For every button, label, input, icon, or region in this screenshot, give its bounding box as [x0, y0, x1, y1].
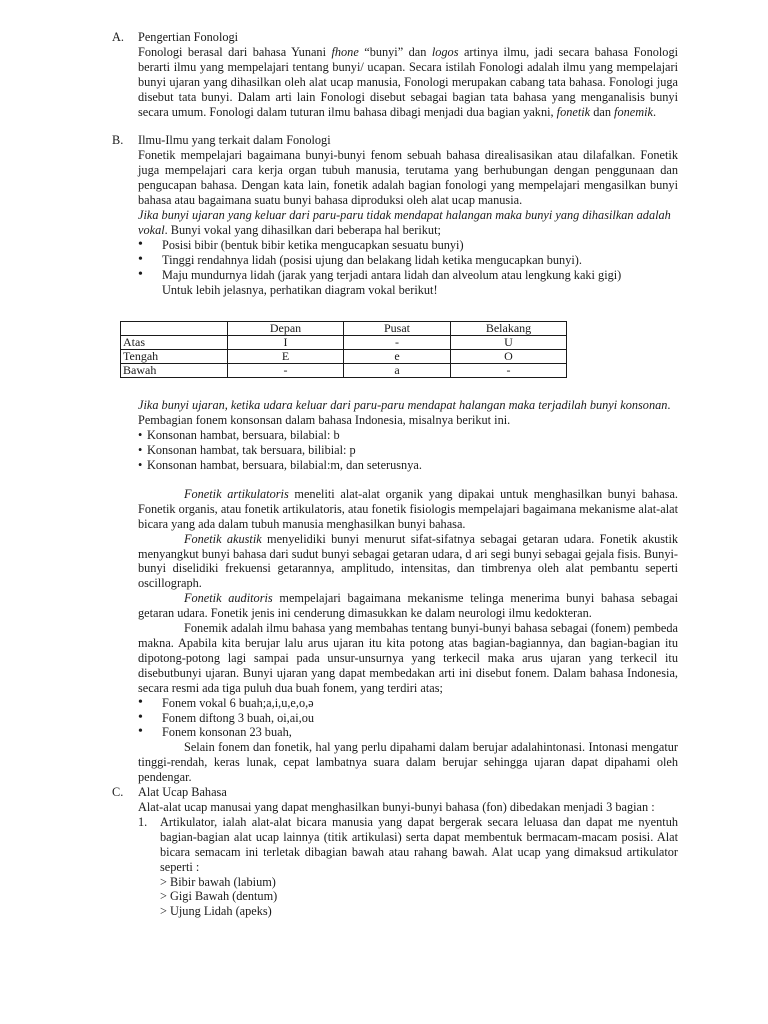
section-b-title: Ilmu-Ilmu yang terkait dalam Fonologi	[138, 133, 331, 148]
list-item	[138, 815, 678, 919]
table-header-cell	[121, 322, 228, 336]
term-fonetik: fonetik	[556, 104, 591, 119]
list-item: • Posisi bibir (bentuk bibir ketika mengucapkan sesuatu bunyi)	[138, 238, 678, 253]
alat-ucap-list	[112, 815, 678, 919]
text-run: Fonologi berasal dari bahasa Yunani	[138, 44, 332, 59]
section-a-paragraph	[112, 45, 678, 120]
document-page	[112, 30, 678, 919]
text-run: .	[667, 398, 671, 413]
table-cell: e	[343, 350, 450, 364]
intonasi-paragraph: Selain fonem dan fonetik, hal yang perlu dipahami dalam berujar adalahintonasi. Intonasi mengatur tinggi-rendah, keras lunak, cepat lambatnya suara dalam berujar sehingga ujaran dapat dipahami oleh pendengar.	[138, 740, 678, 785]
table-cell: -	[451, 364, 567, 378]
alat-ucap-intro: Alat-alat ucap manusai yang dapat menghasilkan bunyi-bunyi bahasa (fon) dibedakan menjadi 3 bagian :	[138, 799, 655, 814]
term-artikulatoris: Fonetik artikulatoris	[184, 486, 289, 501]
table-row	[121, 350, 567, 364]
vokal-diagram-table	[120, 321, 567, 378]
table-cell: -	[228, 364, 344, 378]
text-run: dan	[590, 104, 615, 119]
text-run: .	[652, 104, 657, 119]
text-run: “bunyi” dan	[358, 44, 432, 59]
table-header-cell: Belakang	[451, 322, 567, 336]
fonemik-paragraph: Fonemik adalah ilmu bahasa yang membahas tentang bunyi-bunyi bahasa sebagai (fonem) pembeda makna. Apabila kita berujar lalu arus ujaran itu kita potong atas bagian-bagiannya, dan bagian-bagian itu dipotong-potong lagi sampai pada unsur-unsurnya yang terkecil maka arus ujaran yang terkecil itu disebutbunyi ujaran. Bunyi ujaran yang dapat membedakan arti ini disebut fonem. Dalam bahasa Indonesia, secara resmi ada tiga puluh dua buah fonem, yang terdiri atas;	[138, 621, 678, 695]
term-akustik: Fonetik akustik	[184, 531, 262, 546]
list-item: • Fonem vokal 6 buah;a,i,u,e,o,ə	[138, 696, 678, 711]
text-run: . Bunyi vokal yang dihasilkan dari beberapa hal berikut;	[164, 222, 441, 237]
table-header-row	[121, 322, 567, 336]
vokal-paragraph	[112, 208, 678, 238]
list-item: > Ujung Lidah (apeks)	[160, 904, 272, 919]
table-cell: O	[451, 350, 567, 364]
konsonan-definition: Jika bunyi ujaran, ketika udara keluar dari paru-paru mendapat halangan maka terjadilah bunyi konsonan	[138, 398, 668, 413]
table-cell: -	[343, 336, 450, 350]
list-item: > Bibir bawah (labium)	[160, 874, 276, 889]
section-a-letter: A.	[112, 30, 124, 44]
table-cell: E	[228, 350, 344, 364]
section-c-letter: C.	[112, 785, 124, 800]
artikulator-sublist	[160, 875, 678, 920]
section-a-title: Pengertian Fonologi	[138, 30, 239, 44]
section-b-heading	[112, 133, 678, 148]
term-fonemik: fonemik	[614, 104, 653, 119]
table-cell: Atas	[121, 336, 228, 350]
fonem-list	[112, 696, 678, 741]
table-cell: a	[343, 364, 450, 378]
fonetik-types	[112, 487, 678, 696]
text-run: menyelidiki bunyi menurut sifat-sifatnya sebagai getaran udara. Fonetik akustik menyangkut bunyi bahasa dari sudut bunyi sebagai getaran udara, d ari segi bunyi sebagai gejala fisis. Bunyi-bunyi diselidiki frekuensi getarannya, amplitudo, intensitas, dan timbrenya oleh alat pembantu seperti oscillograph.	[138, 531, 679, 591]
section-a-heading	[112, 30, 678, 45]
list-item: • Konsonan hambat, bersuara, bilabial:m, dan seterusnya.	[138, 458, 678, 473]
section-c-heading	[112, 785, 678, 800]
list-item: • Fonem diftong 3 buah, oi,ai,ou	[138, 711, 678, 726]
table-cell: Bawah	[121, 364, 228, 378]
section-c-title: Alat Ucap Bahasa	[138, 785, 227, 800]
text-run: mempelajari bagaimana mekanisme telinga menerima bunyi bahasa sebagai getaran udara. Fonetik jenis ini cenderung dimasukkan ke dalam neurologi ilmu kedokteran.	[138, 591, 679, 621]
list-item: • Fonem konsonan 23 buah,	[138, 725, 678, 740]
konsonan-paragraph	[112, 398, 678, 413]
table-cell: U	[451, 336, 567, 350]
table-row	[121, 364, 567, 378]
term-auditoris: Fonetik auditoris	[184, 591, 273, 606]
vokal-definition: Jika bunyi ujaran yang keluar dari paru-paru tidak mendapat halangan maka bunyi yang dihasilkan adalah vokal	[138, 207, 671, 237]
akustik-paragraph	[138, 532, 678, 592]
artikulatoris-paragraph	[138, 487, 678, 532]
text-run: meneliti alat-alat organik yang dipakai untuk menghasilkan bunyi bahasa. Fonetik organis, atau fonetik artikulatoris, atau fonetik fisiologis mempelajari bagaimana mekanisme alat-alat bicara yang ada dalam tubuh manusia menghasilkan bunyi bahasa.	[138, 486, 678, 531]
list-number: 1.	[138, 814, 148, 829]
auditoris-paragraph	[138, 591, 678, 621]
table-cell: I	[228, 336, 344, 350]
pembagian-text: Pembagian fonem konsonsan dalam bahasa Indonesia, misalnya berikut ini.	[138, 413, 511, 428]
section-b-letter: B.	[112, 133, 124, 148]
term-logos: logos	[431, 44, 459, 59]
list-item: > Gigi Bawah (dentum)	[160, 889, 278, 904]
list-item: • Konsonan hambat, bersuara, bilabial: b	[138, 428, 678, 443]
text-run: artinya ilmu, jadi secara bahasa Fonologi berarti ilmu yang mempelajari tentang bunyi/ ucapan. Secara istilah Fonologi adalah ilmu yang mempelajari bunyi ujaran yang dihasilkan oleh alat ucap manusia, Fonologi merupakan cabang tata bahasa. Fonologi juga disebut tata bunyi. Dalam arti lain Fonologi disebut sebagai bagian tata bahasa yang menganalisis bunyi secara umum. Fonologi dalam tuturan ilmu bahasa dibagi menjadi dua bagian yakni,	[138, 44, 679, 119]
fonetik-paragraph: Fonetik mempelajari bagaimana bunyi-bunyi fenom sebuah bahasa direalisasikan atau dilafalkan. Fonetik juga mempelajari cara kerja organ tubuh manusia, terutama yang berhubungan dengan penggunaan dan pengucapan bahasa. Dengan kata lain, fonetik adalah bagian fonologi yang mempelajari mengasilkan bunyi bahasa atau bagaimana suatu bunyi bahasa diproduksi oleh alat ucap manusia.	[138, 148, 678, 208]
table-cell: Tengah	[121, 350, 228, 364]
konsonan-list	[112, 428, 678, 473]
table-header-cell: Pusat	[343, 322, 450, 336]
list-item: • Maju mundurnya lidah (jarak yang terjadi antara lidah dan alveolum atau lengkung kaki gigi)	[138, 268, 678, 283]
table-row	[121, 336, 567, 350]
diagram-intro: Untuk lebih jelasnya, perhatikan diagram vokal berikut!	[162, 282, 438, 297]
table-header-cell: Depan	[228, 322, 344, 336]
vokal-factor-list	[112, 238, 678, 298]
list-item: • Tinggi rendahnya lidah (posisi ujung dan belakang lidah ketika mengucapkan bunyi).	[138, 253, 678, 268]
artikulator-text: Artikulator, ialah alat-alat bicara manusia yang dapat bergerak secara leluasa dan dapat me nyentuh bagian-bagian alat ucap lainnya (titik artikulasi) serta dapat membentuk bermacam-macam posisi. Alat bicara semacam ini terletak dibagian bawah atau rahang bawah. Alat ucap yang dimaksud artikulator seperti :	[160, 814, 678, 874]
list-item: • Konsonan hambat, tak bersuara, bilibial: p	[138, 443, 678, 458]
term-fhone: fhone	[331, 44, 359, 59]
